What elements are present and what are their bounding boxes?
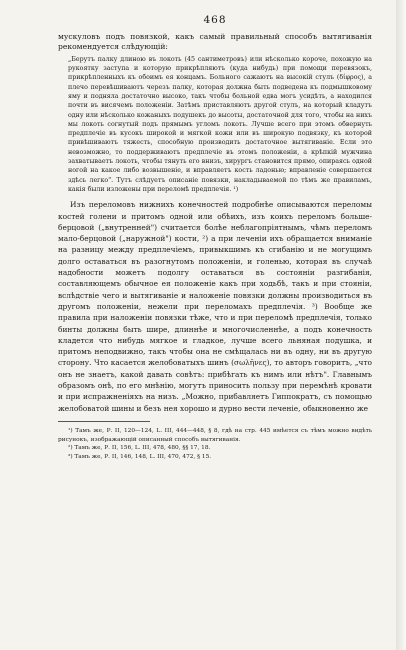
intro-paragraph: мускуловъ подъ повязкой, какъ самый правильный способъ вытягиванія рекомендуется слѣдующій:	[58, 32, 372, 52]
footnote-2: ²) Тамъ же, Р. II, 156, L. III, 478, 480, §§ 17, 18.	[68, 445, 211, 452]
page-edge-shadow	[396, 0, 406, 650]
footnote-3: ³) Тамъ же, Р. II, 146, 148, L. III, 470, 472, § 15.	[68, 453, 212, 460]
page-number: 468	[203, 14, 227, 26]
main-paragraph: Изъ переломовъ нижнихъ конечностей подробнѣе описываются переломы костей голени и притомъ одной или обѣихъ, изъ коихъ переломъ больше-берцовой („внутренней") считается болѣе неблагопріятнымъ, чѣмъ переломъ мало-берцовой („наружной") кости, ²) а при леченіи ихъ обращается вниманіе на разницу между предплечіемъ, привыкшимъ къ сгибанію и не могущимъ долго оставаться въ разогнутомъ положеніи, и голенью, которая въ случаѣ надобности можетъ подолгу оставаться въ состояніи разгибанія, составляющемъ обычное ея положеніе какъ при ходьбѣ, такъ и при стояніи, вслѣдствіе чего и вытягиваніе и наложеніе повязки должны производиться въ другомъ положеніи, нежели при переломахъ предплечія. ³) Вообще же правила при наложеніи повязки тѣже, что и при переломѣ предплечія, только бинты должны быть шире, длиннѣе и многочисленнѣе, а подъ конечность кладется что нибудь мягкое и гладкое, лучше всего льняная подушка, и притомъ неподвижно, такъ чтобы она не смѣщалась ни въ одну, ни въ другую сторону. Что касается желобоватыхъ шинъ (σωλῆνες), то авторъ говоритъ, „что онъ не знаетъ, какой давать совѣтъ: прибѣгать къ нимъ или нѣтъ". Главнымъ образомъ онѣ, по его мнѣнію, могутъ приносить пользу при перемѣнѣ кровати и при испражненіяхъ на низъ. „Можно, прибавляетъ Гиппократъ, съ помощью желобоватой шины и безъ нея хорошо и дурно вести леченіе, обыкновенно же	[58, 200, 372, 413]
footnote-divider	[58, 421, 150, 422]
quoted-passage: „Берутъ палку длиною въ локоть (45 сантиметровъ) или нѣсколько короче, похожую на рукоятку заступа и которую прикрѣпляютъ (куда нибудь) при помощи перевязокъ, прикрѣпленныхъ къ обоимъ ея концамъ. Больного сажаютъ на высокій стулъ (δίφρος), а плечо перевѣшиваютъ черезъ палку, которая должна быть подведена къ подмышковому яму и подняла достаточно высоко, такъ чтобы больной едва могъ усидѣть, а находился почти въ висячемъ положеніи. Затѣмъ приставляютъ другой стулъ, на который кладутъ одну или нѣсколько кожаныхъ подушекъ до высоты, достаточной для того, чтобы на нихъ мы локоть согнутый подъ прямымъ угломъ локоть. Лучше всего при этомъ обвернуть предплечіе въ кусокъ широкой и мягкой кожи или въ широкую подвязку, къ которой привѣшиваютъ тяжесть, способную производить достаточное вытягиваніе. Если это невозможно, то поддерживаютъ предплечіе въ этомъ положеніи, а крѣпкій мужчина захватываетъ локоть, чтобы тянуть его внизъ, хирургъ становится прямо, опираясь одной ногой на какое либо возвышеніе, и вправляетъ кость ладонью; вправленіе совершается здѣсь легко". Тутъ слѣдуетъ описаніе повязки, накладываемой по тѣмъ же правиламъ, какія были изложены при переломѣ предплечія. ¹)	[68, 55, 372, 193]
footnote-1: ¹) Тамъ же, Р. II, 120—124, L. III, 444—448, § 8, гдѣ на стр. 445 имѣется съ тѣмъ можно видѣть рисунокъ, изображающій описанный способъ вытягиванія.	[58, 427, 372, 443]
footnotes	[58, 427, 372, 461]
